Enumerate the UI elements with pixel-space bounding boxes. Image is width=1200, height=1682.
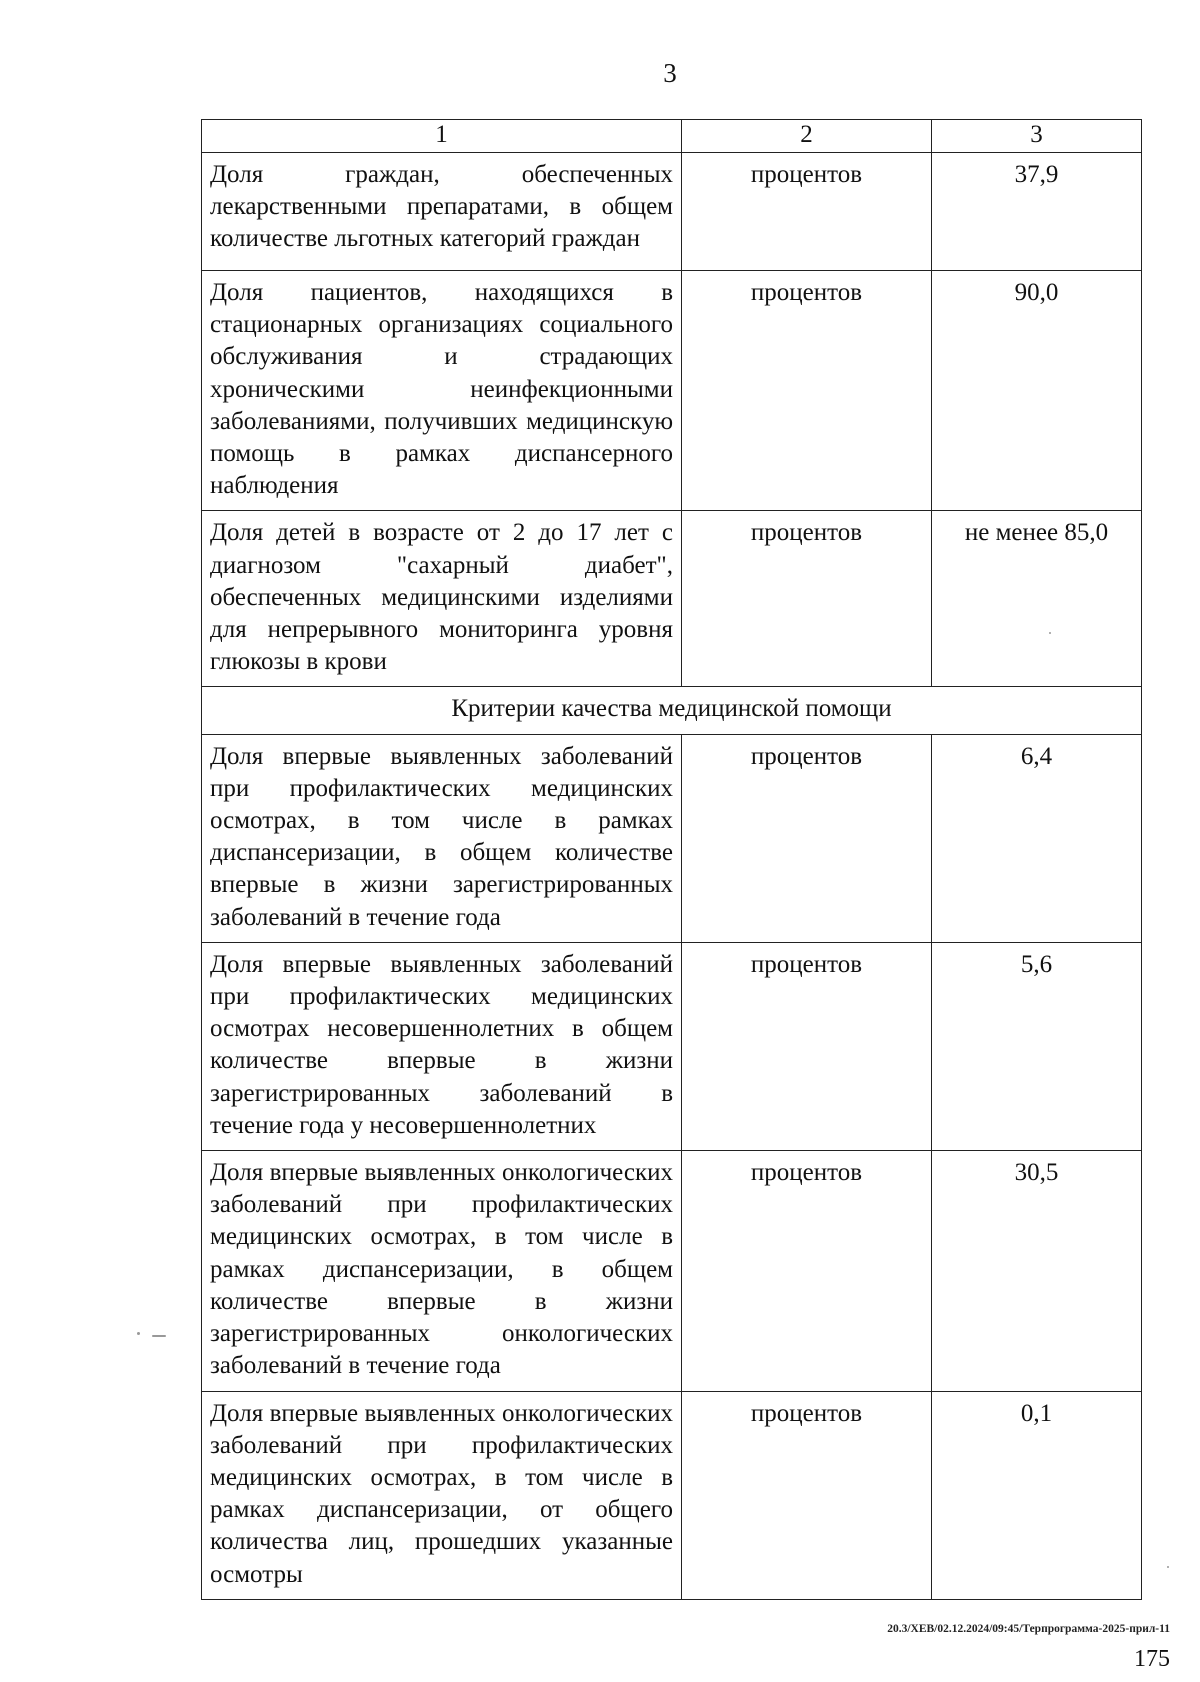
- row-value: 37,9: [932, 153, 1142, 271]
- sheet-number: 175: [1134, 1646, 1170, 1672]
- table-row: [202, 153, 1142, 271]
- row-description: Доля впервые выявленных заболеваний при профилактических медицинских осмотрах, в том числе в рамках диспансеризации, в общем количестве впервые в жизни зарегистрированных заболеваний в течение года: [202, 734, 682, 942]
- row-value: 30,5: [932, 1151, 1142, 1391]
- section-title: Критерии качества медицинской помощи: [202, 687, 1142, 734]
- scan-speck: [1167, 1566, 1169, 1568]
- row-unit: процентов: [682, 1391, 932, 1599]
- scan-speck: [1049, 632, 1051, 634]
- table-header-row: [202, 120, 1142, 153]
- row-unit: процентов: [682, 271, 932, 511]
- column-header-1: 1: [202, 120, 682, 153]
- row-unit: процентов: [682, 942, 932, 1150]
- document-code: 20.3/ХЕВ/02.12.2024/09:45/Терпрограмма-2025-прил-11: [887, 1623, 1170, 1635]
- page-number: 3: [663, 58, 677, 88]
- row-unit: процентов: [682, 511, 932, 687]
- criteria-table: [201, 119, 1142, 1600]
- row-description: Доля впервые выявленных онкологических заболеваний при профилактических медицинских осмотрах, в том числе в рамках диспансеризации, в общем количестве впервые в жизни зарегистрированных онкологических заболеваний в течение года: [202, 1151, 682, 1391]
- table-row: [202, 1391, 1142, 1599]
- row-description: Доля детей в возрасте от 2 до 17 лет с диагнозом "сахарный диабет", обеспеченных медицинскими изделиями для непрерывного мониторинга уровня глюкозы в крови: [202, 511, 682, 687]
- table-row: [202, 942, 1142, 1150]
- row-value: 6,4: [932, 734, 1142, 942]
- section-row: [202, 687, 1142, 734]
- scan-speck: [152, 1335, 166, 1337]
- column-header-2: 2: [682, 120, 932, 153]
- row-description: Доля пациентов, находящихся в стационарных организациях социального обслуживания и страдающих хроническими неинфекционными заболеваниями, получивших медицинскую помощь в рамках диспансерного наблюдения: [202, 271, 682, 511]
- table-row: [202, 271, 1142, 511]
- row-description: Доля впервые выявленных онкологических заболеваний при профилактических медицинских осмотрах, в том числе в рамках диспансеризации, от общего количества лиц, прошедших указанные осмотры: [202, 1391, 682, 1599]
- row-value: 90,0: [932, 271, 1142, 511]
- table-row: [202, 734, 1142, 942]
- row-value: не менее 85,0: [932, 511, 1142, 687]
- table-row: [202, 511, 1142, 687]
- table-row: [202, 1151, 1142, 1391]
- row-value: 0,1: [932, 1391, 1142, 1599]
- row-description: Доля граждан, обеспеченных лекарственными препаратами, в общем количестве льготных категорий граждан: [202, 153, 682, 271]
- row-value: 5,6: [932, 942, 1142, 1150]
- row-description: Доля впервые выявленных заболеваний при профилактических медицинских осмотрах несовершеннолетних в общем количестве впервые в жизни зарегистрированных заболеваний в течение года у несовершеннолетних: [202, 942, 682, 1150]
- column-header-3: 3: [932, 120, 1142, 153]
- scan-speck: [137, 1332, 140, 1335]
- row-unit: процентов: [682, 1151, 932, 1391]
- row-unit: процентов: [682, 153, 932, 271]
- row-unit: процентов: [682, 734, 932, 942]
